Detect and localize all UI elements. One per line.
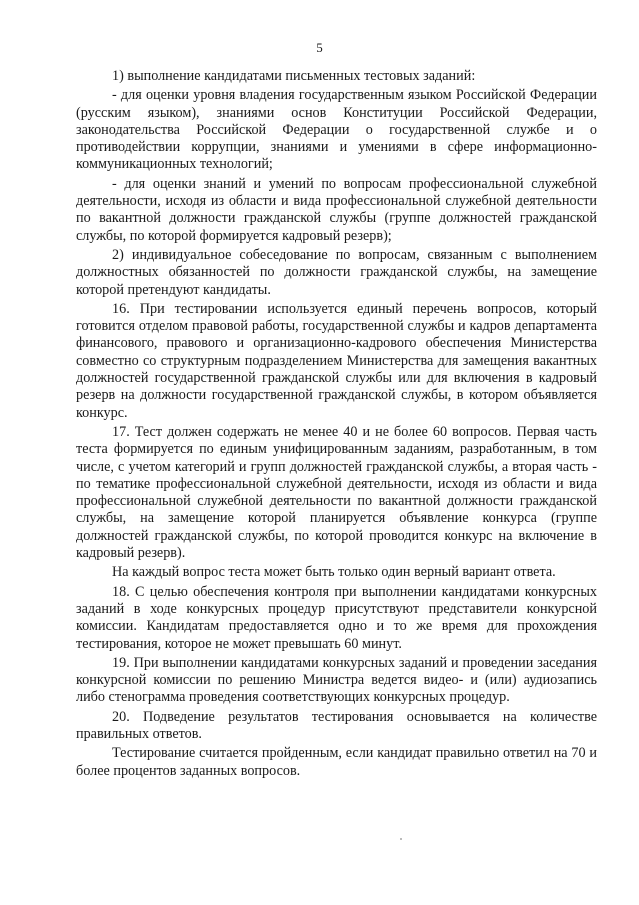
paragraph-19: 19. При выполнении кандидатами конкурсных заданий и проведении заседания конкурсной комиссии по решению Министра ведется видео- и (или) аудиозапись либо стенограмма проведения соответствующих конкурсных процедур. bbox=[76, 654, 597, 706]
paragraph-17: 17. Тест должен содержать не менее 40 и не более 60 вопросов. Первая часть теста формируется по единым унифицированным заданиям, разработанным, в том числе, с учетом категорий и групп должностей гражданской службы, а вторая часть - по тематике профессиональной служебной деятельности, исходя из области и вида профессиональной служебной деятельности по вакантной должности гражданской службы, на замещение которой планируется объявление конкурса (группе должностей гражданской службы, по которой проводится конкурс на включение в кадровый резерв). bbox=[76, 423, 597, 562]
paragraph-professional-test: - для оценки знаний и умений по вопросам профессиональной служебной деятельности, исходя из области и вида профессиональной служебной деятельности по вакантной должности гражданской службы (группе должностей гражданской службы, по которой формируется кадровый резерв); bbox=[76, 175, 597, 244]
paragraph-item-2-interview: 2) индивидуальное собеседование по вопросам, связанным с выполнением должностных обязанностей по должности гражданской службы, на замещение которой претендуют кандидаты. bbox=[76, 246, 597, 298]
paragraph-test-passed: Тестирование считается пройденным, если кандидат правильно ответил на 70 и более процентов заданных вопросов. bbox=[76, 745, 597, 779]
paragraph-18: 18. С целью обеспечения контроля при выполнении кандидатами конкурсных заданий в ходе конкурсных процедур присутствуют представители конкурсной комиссии. Кандидатам предоставляется одно и то же время для прохождения тестирования, которое не может превышать 60 минут. bbox=[76, 583, 597, 652]
paragraph-single-answer: На каждый вопрос теста может быть только один верный вариант ответа. bbox=[112, 564, 556, 581]
paragraph-16: 16. При тестировании используется единый перечень вопросов, который готовится отделом правовой работы, государственной службы и кадров департамента финансового, правового и организационно-кадрового обеспечения Министерства совместно со структурным подразделением Министерства для замещения вакантных должностей государственной гражданской службы или для включения в кадровый резерв на должности государственной гражданской службы, в котором объявляется конкурс. bbox=[76, 300, 597, 421]
paragraph-state-language-test: - для оценки уровня владения государственным языком Российской Федерации (русским языком), знаниями основ Конституции Российской Федерации, законодательства Российской Федерации о государственной службе и о противодействии коррупции, знаниями и умениями в сфере информационно-коммуникационных технологий; bbox=[76, 87, 597, 173]
paragraph-20: 20. Подведение результатов тестирования основывается на количестве правильных ответов. bbox=[76, 708, 597, 742]
document-body bbox=[76, 68, 597, 780]
scan-artifact-dot bbox=[400, 838, 402, 840]
paragraph-item-1-written-tests: 1) выполнение кандидатами письменных тестовых заданий: bbox=[112, 68, 476, 84]
page-number: 5 bbox=[316, 40, 323, 55]
